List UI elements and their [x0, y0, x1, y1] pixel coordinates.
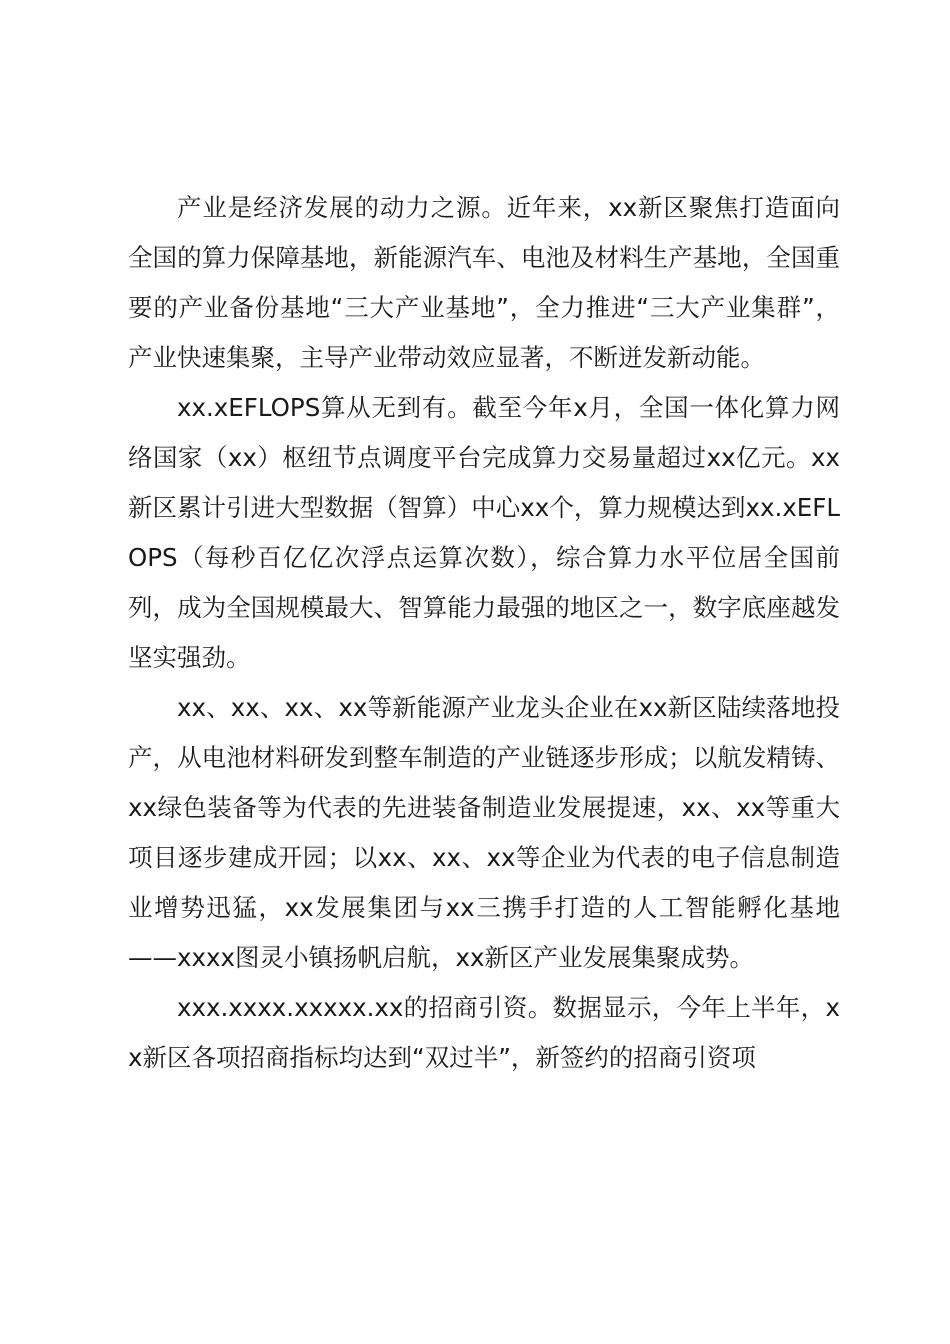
- document-body: [128, 183, 840, 1083]
- paragraph-industry-overview: 产业是经济发展的动力之源。近年来，xx新区聚焦打造面向全国的算力保障基地，新能源汽车、电池及材料生产基地，全国重要的产业备份基地“三大产业基地”，全力推进“三大产业集群”，产业快速集聚，主导产业带动效应显著，不断迸发新动能。: [128, 193, 840, 372]
- paragraph-investment-attraction: xxx.xxxx.xxxxx.xx的招商引资。数据显示，今年上半年，xx新区各项招商指标均达到“双过半”，新签约的招商引资项: [128, 993, 840, 1072]
- paragraph-computing-power: xx.xEFLOPS算从无到有。截至今年x月，全国一体化算力网络国家（xx）枢纽节点调度平台完成算力交易量超过xx亿元。xx新区累计引进大型数据（智算）中心xx个，算力规模达到xx.xEFLOPS（每秒百亿亿次浮点运算次数），综合算力水平位居全国前列，成为全国规模最大、智算能力最强的地区之一，数字底座越发坚实强劲。: [128, 393, 840, 672]
- paragraph-new-energy-industry: xx、xx、xx、xx等新能源产业龙头企业在xx新区陆续落地投产，从电池材料研发到整车制造的产业链逐步形成；以航发精铸、xx绿色装备等为代表的先进装备制造业发展提速，xx、xx等重大项目逐步建成开园；以xx、xx、xx等企业为代表的电子信息制造业增势迅猛，xx发展集团与xx三携手打造的人工智能孵化基地——xxxx图灵小镇扬帆启航，xx新区产业发展集聚成势。: [128, 693, 840, 972]
